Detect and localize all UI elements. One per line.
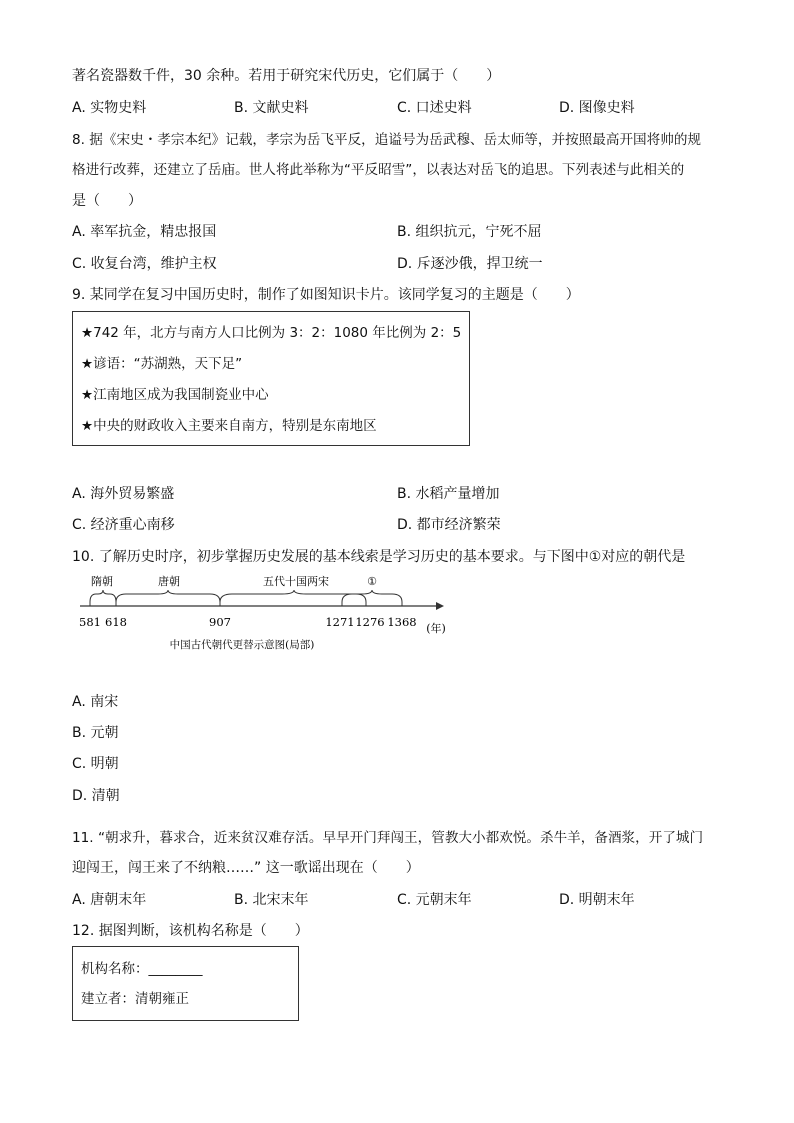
- q9-card-item: ★中央的财政收入主要来自南方，特别是东南地区: [81, 418, 377, 434]
- q9-card-item: ★742 年，北方与南方人口比例为 3：2：1080 年比例为 2：5: [81, 325, 462, 341]
- q9-card-item: ★江南地区成为我国制瓷业中心: [81, 387, 269, 403]
- q12-stem: 12. 据图判断，该机构名称是（ ）: [72, 923, 309, 939]
- timeline-year-label: 581: [79, 615, 101, 629]
- q12-institution-card: [72, 946, 299, 1021]
- q11-stem-line2: 迎闯王，闯王来了不纳粮……” 这一歌谣出现在（ ）: [72, 860, 420, 876]
- timeline-year-label: 1276: [355, 615, 385, 629]
- q8-option-d: D. 斥逐沙俄，捍卫统一: [397, 256, 543, 272]
- q10-timeline-diagram: [72, 570, 462, 658]
- timeline-period-label: ①: [367, 575, 377, 588]
- timeline-unit-label: (年): [426, 622, 446, 635]
- q10-option-b: B. 元朝: [72, 725, 119, 741]
- q10-option-c: C. 明朝: [72, 756, 119, 772]
- q9-card-item: ★谚语：“苏湖熟，天下足”: [81, 356, 243, 372]
- q8-stem-line3: 是（ ）: [72, 193, 142, 209]
- timeline-arrow: [436, 602, 444, 610]
- q11-option-b: B. 北宋末年: [234, 892, 309, 908]
- timeline-period-label: 隋朝: [91, 575, 113, 588]
- q8-option-a: A. 率军抗金，精忠报国: [72, 224, 217, 240]
- q9-option-d: D. 都市经济繁荣: [397, 517, 501, 533]
- timeline-year-label: 1271: [325, 615, 355, 629]
- q9-stem: 9. 某同学在复习中国历史时，制作了如图知识卡片。该同学复习的主题是（ ）: [72, 287, 580, 303]
- q9-option-c: C. 经济重心南移: [72, 517, 175, 533]
- q9-option-a: A. 海外贸易繁盛: [72, 486, 175, 502]
- q10-stem: 10. 了解历史时序，初步掌握历史发展的基本线索是学习历史的基本要求。与下图中①对应的朝代是: [72, 549, 686, 565]
- q8-stem-line2: 格进行改葬，还建立了岳庙。世人将此举称为“平反昭雪”，以表达对岳飞的追思。下列表述与此相关的: [72, 162, 685, 178]
- q11-option-a: A. 唐朝末年: [72, 892, 147, 908]
- q11-stem-line1: 11. “朝求升，暮求合，近来贫汉难存活。早早开门拜闯王，管教大小都欢悦。杀牛羊，备酒浆，开了城门: [72, 830, 704, 846]
- q7-option-a: A. 实物史料: [72, 100, 147, 116]
- q10-option-d: D. 清朝: [72, 788, 120, 804]
- timeline-period-label: 五代十国两宋: [263, 575, 329, 588]
- q8-stem-line1: 8. 据《宋史・孝宗本纪》记载，孝宗为岳飞平反，追谥号为岳武穆、岳太师等，并按照最高开国将帅的规: [72, 132, 702, 148]
- q7-option-c: C. 口述史料: [397, 100, 472, 116]
- q11-option-c: C. 元朝末年: [397, 892, 472, 908]
- q12-card-founder-row: 建立者：清朝雍正: [81, 991, 189, 1007]
- timeline-year-label: 1368: [387, 615, 417, 629]
- timeline-caption: 中国古代朝代更替示意图(局部): [169, 639, 315, 651]
- brace-circled-one: [342, 590, 402, 602]
- timeline-period-label: 唐朝: [158, 575, 180, 588]
- q8-option-b: B. 组织抗元，宁死不屈: [397, 224, 542, 240]
- q9-knowledge-card: [72, 311, 470, 446]
- q7-option-b: B. 文献史料: [234, 100, 309, 116]
- brace-sui: [90, 590, 116, 602]
- q7-stem: 著名瓷器数千件，30 余种。若用于研究宋代历史，它们属于（ ）: [72, 68, 501, 84]
- q10-option-a: A. 南宋: [72, 694, 119, 710]
- q8-option-c: C. 收复台湾，维护主权: [72, 256, 217, 272]
- q11-option-d: D. 明朝末年: [559, 892, 635, 908]
- q9-option-b: B. 水稻产量增加: [397, 486, 500, 502]
- q12-card-name-row: 机构名称：________: [81, 961, 203, 977]
- timeline-year-label: 618: [105, 615, 127, 629]
- timeline-year-label: 907: [209, 615, 231, 629]
- q7-option-d: D. 图像史料: [559, 100, 635, 116]
- brace-tang: [116, 590, 220, 602]
